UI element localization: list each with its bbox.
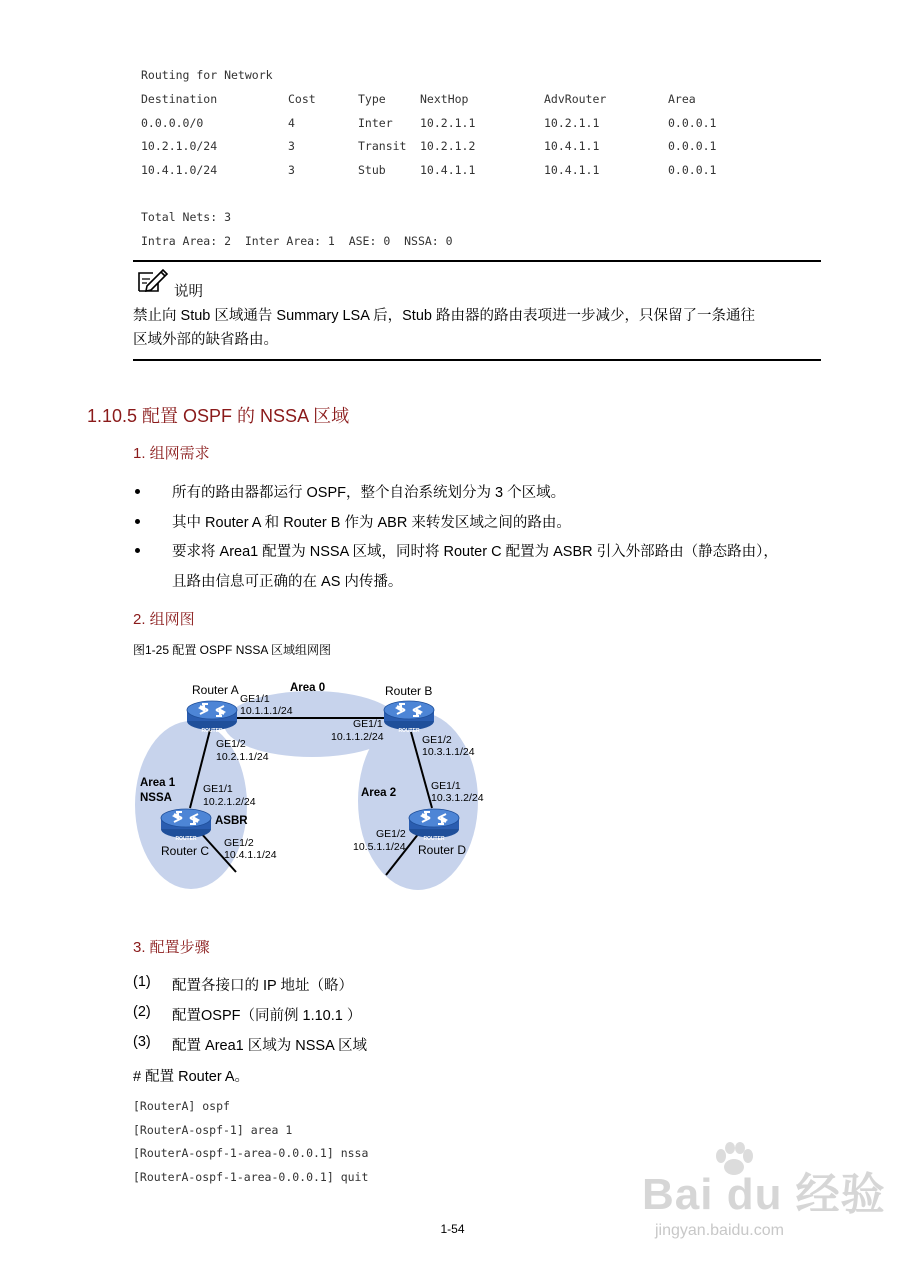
area2-label: Area 2 [361,787,397,799]
router-d-label: Router D [418,843,467,857]
router-badge: ROUTER [423,836,445,842]
section-title: 1.10.5 配置 OSPF 的 NSSA 区域 [87,406,350,426]
router-d-icon [409,809,459,838]
bullet-text-1: 所有的路由器都运行 OSPF，整个自治系统划分为 3 个区域。 [172,485,566,501]
cell-advrouter: 10.2.1.1 [544,116,600,130]
figure-caption: 图1-25 配置 OSPF NSSA 区域组网图 [133,643,332,657]
router-b-icon [384,701,434,730]
cell-type: Transit [358,139,407,153]
config-label: # 配置 Router A。 [133,1069,250,1085]
c-ge11-label: GE1/1 [203,783,233,795]
a-ge12-label: GE1/2 [216,738,246,750]
watermark-url: jingyan.baidu.com [655,1222,784,1239]
header-nexthop: NextHop [420,92,469,106]
a-ge12-ip: 10.2.1.1/24 [216,751,269,763]
a-ge11-label: GE1/1 [240,693,270,705]
header-area: Area [668,92,696,106]
header-destination: Destination [141,92,218,106]
watermark-brand: Bai du 经验 [642,1170,886,1219]
router-badge: ROUTER [398,728,420,734]
router-a-label: Router A [192,683,239,697]
router-a-icon [187,701,237,730]
bullet-text-2: 其中 Router A 和 Router B 作为 ABR 来转发区域之间的路由。 [172,515,571,531]
total-nets: Total Nets: 3 [141,210,232,224]
a-ge11-ip: 10.1.1.1/24 [240,705,293,717]
subsection-config-steps: 3. 配置步骤 [133,939,210,956]
step-number: (3) [133,1034,151,1050]
header-advrouter: AdvRouter [544,92,607,106]
router-badge: ROUTER [175,836,197,842]
header-cost: Cost [288,92,316,106]
c-ge12-ip: 10.4.1.1/24 [224,849,277,861]
router-badge: ROUTER [201,728,223,734]
b-ge11-ip: 10.1.1.2/24 [331,731,384,743]
c-ge12-label: GE1/2 [224,837,254,849]
cell-nexthop: 10.2.1.2 [420,139,476,153]
step-number: (1) [133,974,151,990]
bullet-text-3: 要求将 Area1 配置为 NSSA 区域，同时将 Router C 配置为 ASBR 引入外部路由（静态路由）， [172,544,778,560]
cell-nexthop: 10.4.1.1 [420,163,476,177]
subsection-network-requirements: 1. 组网需求 [133,445,210,462]
area-summary: Intra Area: 2 Inter Area: 1 ASE: 0 NSSA: 0 [141,234,453,248]
b-ge11-label: GE1/1 [353,718,383,730]
cell-area: 0.0.0.1 [668,139,717,153]
router-c-icon [161,809,211,838]
router-b-label: Router B [385,684,433,698]
area1-label-line2: NSSA [140,792,172,804]
cell-nexthop: 10.2.1.1 [420,116,476,130]
code-line: [RouterA-ospf-1] area 1 [133,1123,293,1137]
router-c-label: Router C [161,844,210,858]
note-line-2: 区域外部的缺省路由。 [133,332,278,348]
routing-title: Routing for Network [141,68,273,82]
cell-cost: 3 [288,139,295,153]
note-label: 说明 [174,284,203,300]
cell-area: 0.0.0.1 [668,116,717,130]
header-type: Type [358,92,386,106]
asbr-label: ASBR [215,815,248,827]
cell-cost: 4 [288,116,295,130]
bullet-text-3-cont: 且路由信息可正确的在 AS 内传播。 [172,574,403,590]
cell-destination: 10.4.1.0/24 [141,163,218,177]
step-number: (2) [133,1004,151,1020]
code-line: [RouterA-ospf-1-area-0.0.0.1] nssa [133,1146,369,1160]
area1-label-line1: Area 1 [140,777,176,789]
c-ge11-ip: 10.2.1.2/24 [203,796,256,808]
subsection-network-diagram: 2. 组网图 [133,611,195,628]
d-ge11-ip: 10.3.1.2/24 [431,792,484,804]
cell-advrouter: 10.4.1.1 [544,139,600,153]
d-ge11-label: GE1/1 [431,780,461,792]
code-line: [RouterA-ospf-1-area-0.0.0.1] quit [133,1170,369,1184]
page-number: 1-54 [440,1222,465,1236]
step-text: 配置 Area1 区域为 NSSA 区域 [172,1038,367,1054]
d-ge12-label: GE1/2 [376,828,406,840]
cell-type: Inter [358,116,393,130]
d-ge12-ip: 10.5.1.1/24 [353,841,406,853]
cell-destination: 10.2.1.0/24 [141,139,218,153]
area0-label: Area 0 [290,682,326,694]
note-line-1: 禁止向 Stub 区域通告 Summary LSA 后，Stub 路由器的路由表项进一步减少，只保留了一条通往 [133,308,755,324]
cell-destination: 0.0.0.0/0 [141,116,204,130]
cell-type: Stub [358,163,386,177]
step-text: 配置OSPF（同前例 1.10.1 ） [172,1008,362,1024]
step-text: 配置各接口的 IP 地址（略） [172,978,353,994]
b-ge12-label: GE1/2 [422,734,452,746]
cell-cost: 3 [288,163,295,177]
code-line: [RouterA] ospf [133,1099,230,1113]
cell-area: 0.0.0.1 [668,163,717,177]
cell-advrouter: 10.4.1.1 [544,163,600,177]
b-ge12-ip: 10.3.1.1/24 [422,746,475,758]
